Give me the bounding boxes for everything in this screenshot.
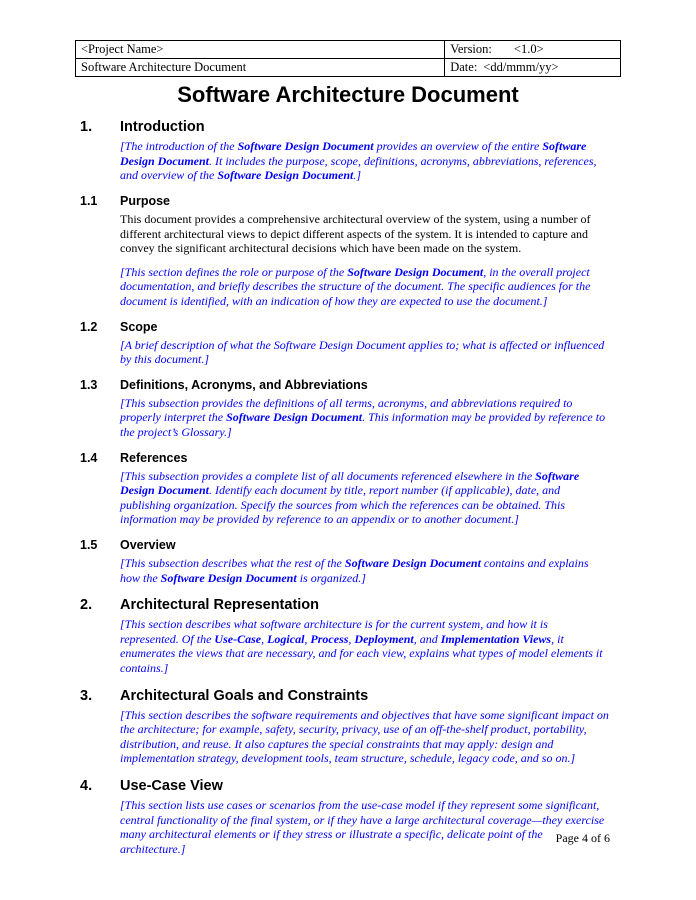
- section-heading-4: [75, 778, 621, 794]
- document-type-cell: Software Architecture Document: [76, 59, 445, 77]
- guidance-paragraph: [This section describes the software requirements and objectives that have some significant impact on the architecture; for example, safety, security, privacy, use of an off-the-shelf product, portability, distribution, and reuse. It also captures the special constraints that may apply: design and implementation strategy, development tools, team structure, schedule, legacy code, and so on.]: [120, 707, 609, 766]
- section-heading-1-1: [75, 194, 621, 208]
- guidance-paragraph: [This subsection provides a complete list of all documents referenced elsewhere in the Software Design Document. Identify each document by title, report number (if applicable), date, and publishing organization. Specify the sources from which the references can be obtained. This information may be provided by reference to an appendix or to another document.]: [120, 468, 580, 527]
- page-footer: Page 4 of 6: [555, 831, 610, 845]
- version-cell: [445, 41, 621, 59]
- guidance-paragraph: [This subsection describes what the rest of the Software Design Document contains and explains how the Software Design Document is organized.]: [120, 555, 589, 585]
- guidance-paragraph: [This section describes what software architecture is for the current system, and how it is represented. Of the Use-Case, Logical, Process, Deployment, and Implementation Views, it enumerates the views that are necessary, and for each view, explains what types of model elements it contains.]: [120, 617, 603, 675]
- document-body: [75, 80, 621, 865]
- section-title: References: [120, 450, 188, 465]
- section-heading-1: [75, 119, 621, 135]
- body-paragraph: This document provides a comprehensive architectural overview of the system, using a number of different architectural views to depict different aspects of the system. It is intended to capture and convey the significant architectural decisions which have been made on the system.: [120, 212, 591, 256]
- section-number: 1.4: [80, 450, 98, 465]
- guidance-paragraph: [A brief description of what the Software Design Document applies to; what is affected or influenced by this document.]: [120, 337, 605, 367]
- section-number: 2.: [80, 597, 93, 614]
- section-title: Overview: [120, 537, 176, 552]
- guidance-paragraph: [This section defines the role or purpose of the Software Design Document, in the overall project documentation, and briefly describes the structure of the document. The specific audiences for the document is identified, with an indication of how they are expected to use the document.]: [120, 264, 591, 309]
- date-cell: [445, 59, 621, 77]
- section-heading-1-5: [75, 538, 621, 552]
- section-heading-2: [75, 597, 621, 613]
- guidance-paragraph: [This subsection provides the definitions of all terms, acronyms, and abbreviations required to properly interpret the Software Design Document. This information may be provided by reference to the project’s Glossary.]: [120, 395, 606, 440]
- section-title: Introduction: [120, 119, 205, 136]
- date-label: Date:: [450, 60, 478, 74]
- header-row-2: [76, 59, 621, 77]
- section-number: 1.1: [80, 194, 98, 209]
- section-number: 1.2: [80, 319, 98, 334]
- section-heading-1-3: [75, 378, 621, 392]
- section-title: Architectural Goals and Constraints: [120, 687, 369, 704]
- project-name-cell: <Project Name>: [76, 41, 445, 59]
- section-title: Use-Case View: [120, 777, 223, 794]
- version-value: <1.0>: [513, 42, 544, 56]
- section-number: 1.3: [80, 377, 98, 392]
- section-number: 4.: [80, 777, 93, 794]
- header-row-1: [76, 41, 621, 59]
- section-number: 1.: [80, 119, 93, 136]
- section-number: 3.: [80, 687, 93, 704]
- guidance-paragraph: [The introduction of the Software Design Document provides an overview of the entire Software Design Document. It includes the purpose, scope, definitions, acronyms, abbreviations, references, and overview of the Software Design Document.]: [120, 139, 597, 183]
- page-title: Software Architecture Document: [177, 82, 519, 107]
- document-header-table: [75, 40, 621, 77]
- section-heading-1-2: [75, 320, 621, 334]
- guidance-paragraph: [This section lists use cases or scenarios from the use-case model if they represent some significant, central functionality of the final system, or if they have a large architectural coverage—they exercise many architectural elements or if they stress or illustrate a specific, delicate point of the architecture.]: [120, 797, 605, 856]
- section-title: Architectural Representation: [120, 597, 320, 614]
- section-heading-1-4: [75, 451, 621, 465]
- section-heading-3: [75, 688, 621, 704]
- section-title: Definitions, Acronyms, and Abbreviations: [120, 377, 368, 392]
- section-title: Purpose: [120, 194, 171, 209]
- date-value: <dd/mmm/yy>: [483, 60, 559, 74]
- section-number: 1.5: [80, 537, 98, 552]
- version-label: Version:: [450, 42, 492, 56]
- section-title: Scope: [120, 319, 158, 334]
